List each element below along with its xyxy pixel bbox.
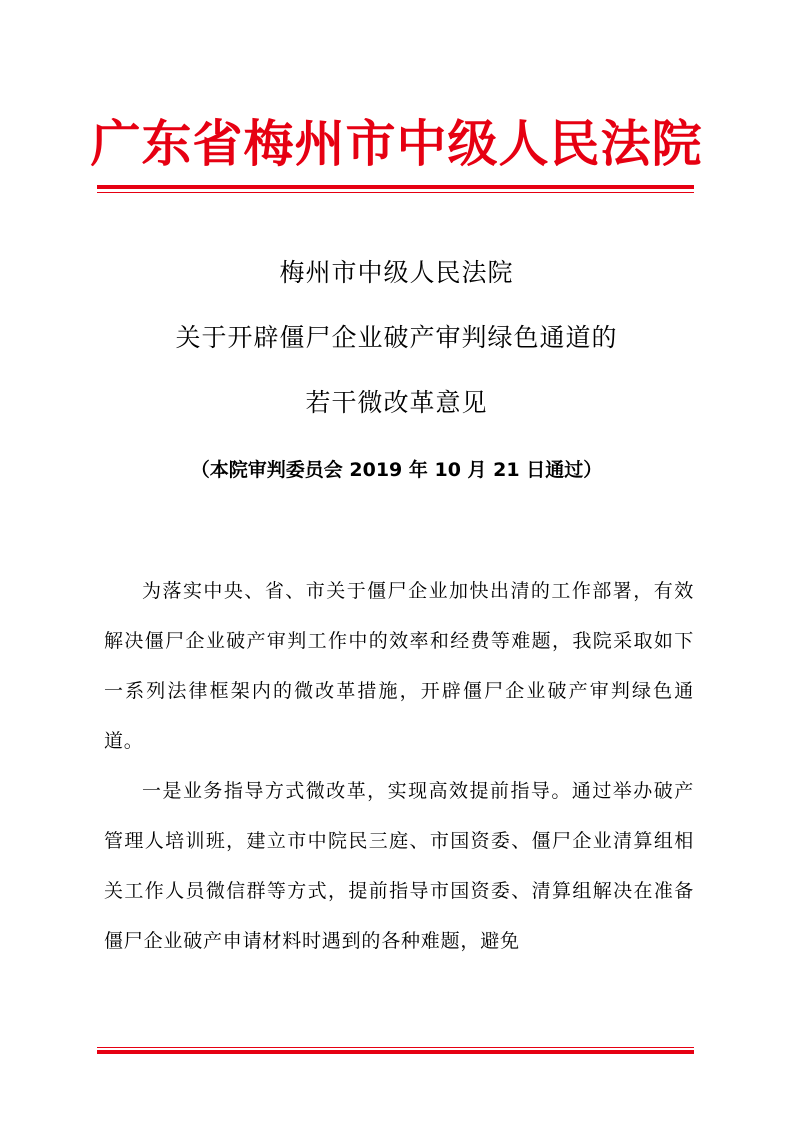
letterhead-red-rule-thick	[97, 185, 694, 189]
document-body	[104, 566, 694, 966]
document-title-line-2: 关于开辟僵尸企业破产审判绿色通道的	[175, 323, 618, 352]
document-title-line-3: 若干微改革意见	[305, 388, 488, 417]
document-title-line-1: 梅州市中级人民法院	[279, 258, 514, 287]
court-letterhead-title: 广东省梅州市中级人民法院	[90, 114, 703, 173]
document-adoption-note: （本院审判委员会 2019 年 10 月 21 日通过）	[190, 459, 603, 481]
footer-red-rule-thin	[97, 1047, 694, 1048]
body-paragraph-2: 一是业务指导方式微改革，实现高效提前指导。通过举办破产管理人培训班，建立市中院民三庭、市国资委、僵尸企业清算组相关工作人员微信群等方式，提前指导市国资委、清算组解决在准备僵尸企业破产申请材料时遇到的各种难题，避免	[104, 780, 694, 952]
body-paragraph-1: 为落实中央、省、市关于僵尸企业加快出清的工作部署，有效解决僵尸企业破产审判工作中的效率和经费等难题，我院采取如下一系列法律框架内的微改革措施，开辟僵尸企业破产审判绿色通道。	[104, 580, 694, 752]
footer-red-rule-thick	[97, 1050, 694, 1054]
letterhead-red-rule-thin	[97, 192, 694, 193]
